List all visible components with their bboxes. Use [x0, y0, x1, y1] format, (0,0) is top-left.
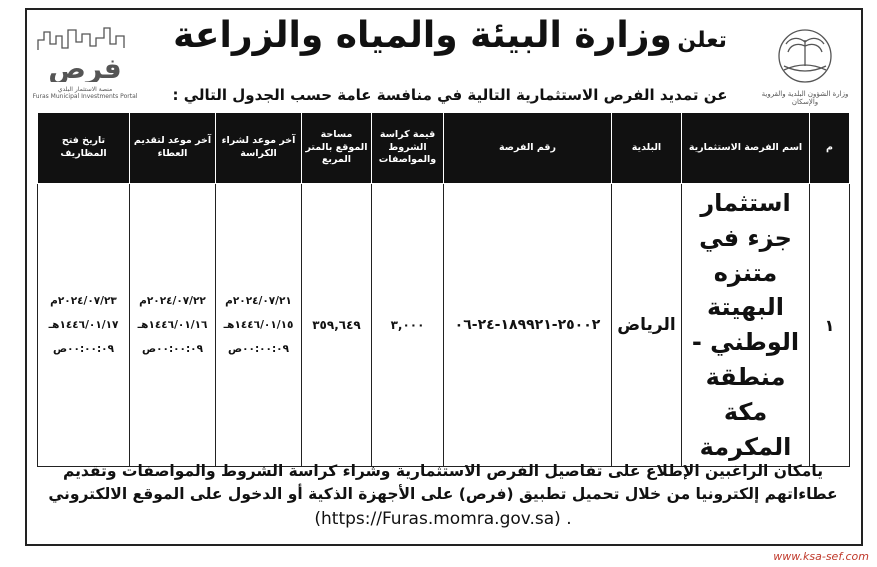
header-last-submit: آخر موعد لتقديم العطاء — [130, 113, 216, 184]
palm-swords-emblem-icon — [760, 26, 850, 86]
cell-num: ١ — [810, 184, 850, 467]
title-ministry: وزارة البيئة والمياه والزراعة — [173, 15, 672, 56]
cell-municipality: الرياض — [612, 184, 682, 467]
last-submit-time: ٠٠:٠٠:٠٩ص — [142, 343, 203, 356]
opening-hijri: ١٤٤٦/٠١/١٧هـ — [48, 319, 119, 332]
table-header-row — [38, 113, 850, 184]
ministry-title — [150, 15, 750, 56]
cell-opportunity-name: استثمار جزء في متنزه البهيتة الوطني - منطقة مكة المكرمة — [682, 184, 810, 467]
cell-opening — [38, 184, 130, 467]
last-submit-gregorian: ٢٠٢٤/٠٧/٢٢م — [139, 294, 206, 307]
header-name: اسم الفرصة الاستثمارية — [682, 113, 810, 184]
table-row — [38, 184, 850, 467]
last-purchase-hijri: ١٤٤٦/٠١/١٥هـ — [223, 319, 294, 332]
last-purchase-time: ٠٠:٠٠:٠٩ص — [228, 343, 289, 356]
header-booklet-value: قيمة كراسة الشروط والمواصفات — [372, 113, 444, 184]
skyline-icon — [30, 22, 140, 82]
header-area: مساحة الموقع بالمتر المربع — [302, 113, 372, 184]
footer-notice — [37, 460, 849, 532]
cell-last-purchase — [216, 184, 302, 467]
furas-caption-en: Furas Municipal Investments Portal — [32, 93, 138, 100]
header-municipality: البلدية — [612, 113, 682, 184]
furas-logo — [30, 22, 140, 114]
last-submit-hijri: ١٤٤٦/٠١/١٦هـ — [137, 319, 208, 332]
opening-time: ٠٠:٠٠:٠٩ص — [53, 343, 114, 356]
title-lead: تعلن — [677, 28, 727, 53]
cell-area: ٣٥٩,٦٤٩ — [302, 184, 372, 467]
svg-text:فرص: فرص — [48, 52, 122, 82]
header-last-purchase: آخر موعد لشراء الكراسة — [216, 113, 302, 184]
opportunities-table — [37, 112, 850, 467]
watermark: www.ksa-sef.com — [773, 550, 869, 563]
cell-last-submit — [130, 184, 216, 467]
website-link[interactable]: (https://Furas.momra.gov.sa) . — [314, 508, 572, 529]
header-num: م — [810, 113, 850, 184]
header-opening: تاريخ فتح المظاريف — [38, 113, 130, 184]
cell-booklet-value: ٣,٠٠٠ — [372, 184, 444, 467]
last-purchase-gregorian: ٢٠٢٤/٠٧/٢١م — [225, 294, 292, 307]
ministry-logo — [760, 26, 850, 116]
footer-line-1: يامكان الراغبين الإطلاع على تفاصيل الفرص الاستثمارية وشراء كراسة الشروط والمواصفات وتقديم — [62, 462, 824, 480]
subtitle: عن تمديد الفرص الاستثمارية التالية في منافسة عامة حسب الجدول التالي : — [172, 86, 728, 104]
opening-gregorian: ٢٠٢٤/٠٧/٢٣م — [50, 294, 117, 307]
furas-caption-ar: منصة الاستثمار البلدي — [57, 86, 113, 93]
footer-line-2: عطاءاتهم إلكترونيا من خلال تحميل تطبيق (فرص) على الأجهزة الذكية أو الدخول على الموقع الالكتروني — [48, 485, 838, 504]
cell-opportunity-id: ٢٥٠٠٢-١٨٩٩٢١-٢٤-٠٦ — [444, 184, 612, 467]
header-opportunity-id: رقم الفرصة — [444, 113, 612, 184]
ministry-caption: وزارة الشؤون البلدية والقروية والإسكان — [761, 90, 849, 106]
